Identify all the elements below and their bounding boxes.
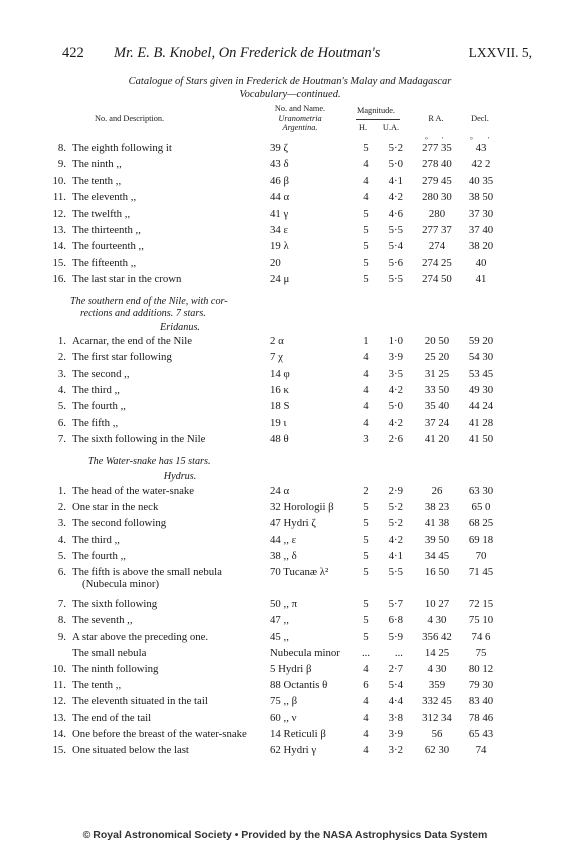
row-description: The third ,, — [72, 533, 120, 546]
row-right-ascension: 280 — [428, 207, 446, 220]
row-description: The tenth ,, — [72, 679, 122, 692]
table-row — [0, 694, 570, 709]
table-row — [0, 727, 570, 742]
row-uranometria-name: 44 ,, ε — [270, 533, 297, 546]
col-header-name-line2: Uranometria — [278, 113, 322, 123]
row-uranometria-name: 7 χ — [270, 351, 283, 364]
row-description: One star in the neck — [72, 501, 159, 514]
row-number: 12. — [52, 695, 66, 708]
row-right-ascension: 31 25 — [424, 367, 450, 380]
row-description: The seventh ,, — [72, 614, 133, 627]
row-uranometria-name: 60 ,, ν — [270, 711, 297, 724]
row-uranometria-name: 24 α — [270, 485, 290, 497]
table-row — [0, 157, 570, 172]
row-number: 10. — [52, 174, 66, 187]
row-number: 3. — [57, 367, 66, 380]
table-row — [0, 223, 570, 238]
row-declination: 44 24 — [468, 400, 494, 413]
row-right-ascension: 4 30 — [427, 663, 447, 675]
row-description: The head of the water-snake — [72, 485, 195, 497]
table-row — [0, 399, 570, 414]
row-mag-h: 1 — [363, 335, 369, 347]
row-declination: 41 — [475, 273, 487, 286]
row-right-ascension: 277 37 — [422, 224, 452, 236]
row-declination: 70 — [475, 549, 487, 562]
row-right-ascension: 278 40 — [422, 158, 452, 171]
row-declination: 38 20 — [468, 240, 494, 253]
row-mag-h: 4 — [363, 744, 369, 756]
row-number: 2. — [57, 351, 66, 364]
row-declination: 68 25 — [468, 517, 494, 530]
row-mag-ua: 3·9 — [388, 351, 403, 364]
row-mag-h: 4 — [363, 351, 369, 364]
row-description: The last star in the crown — [72, 273, 182, 286]
row-uranometria-name: 16 κ — [270, 383, 289, 396]
table-row — [0, 678, 570, 693]
row-description: The third ,, — [72, 383, 120, 396]
table-row — [0, 272, 570, 287]
row-number: 2. — [57, 501, 66, 514]
row-uranometria-name: 62 Hydri γ — [270, 744, 317, 756]
row-uranometria-name: 14 Reticuli β — [270, 727, 326, 740]
row-right-ascension: 62 30 — [424, 744, 450, 756]
table-row — [0, 239, 570, 254]
row-right-ascension: 16 50 — [424, 566, 450, 578]
row-declination: 38 50 — [468, 191, 494, 204]
ra-minute-mark: ′ — [442, 136, 444, 144]
row-mag-ua: 5·6 — [388, 256, 403, 269]
col-header-ra: R A. — [428, 114, 444, 123]
row-declination: 40 35 — [468, 174, 494, 187]
row-right-ascension: 38 23 — [424, 501, 450, 514]
row-mag-h: 5 — [363, 549, 369, 562]
row-uranometria-name: 34 ε — [270, 224, 289, 236]
table-row — [0, 383, 570, 398]
row-mag-ua: 5·4 — [388, 679, 403, 692]
row-description: The end of the tail — [72, 711, 152, 724]
row-mag-h: 4 — [363, 383, 369, 396]
row-declination: 72 15 — [468, 598, 494, 611]
row-mag-h: 4 — [363, 174, 369, 187]
row-description: One before the breast of the water-snake — [72, 727, 247, 740]
row-uranometria-name: 18 S — [270, 400, 290, 413]
row-right-ascension: 25 20 — [424, 351, 450, 364]
row-description: The sixth following in the Nile — [72, 432, 206, 445]
row-uranometria-name: 46 β — [270, 174, 289, 187]
row-declination: 78 46 — [468, 711, 494, 724]
row-declination: 63 30 — [468, 485, 494, 497]
row-uranometria-name: 50 ,, π — [270, 598, 298, 611]
table-row — [0, 516, 570, 531]
row-mag-h: 5 — [363, 224, 369, 236]
row-declination: 69 18 — [468, 533, 494, 546]
table-row — [0, 500, 570, 515]
row-right-ascension: 34 45 — [424, 549, 450, 562]
row-number: 14. — [52, 727, 66, 740]
caption-line-2: Vocabulary—continued. — [239, 88, 341, 100]
row-mag-ua: 2·7 — [388, 663, 403, 675]
row-mag-ua: 6·8 — [388, 614, 403, 627]
table-row — [0, 350, 570, 365]
table-row — [0, 141, 570, 156]
row-uranometria-name: 38 ,, δ — [270, 549, 297, 562]
row-right-ascension: 277 35 — [422, 142, 452, 154]
row-right-ascension: 37 24 — [424, 416, 450, 429]
section-heading-line2: rections and additions. 7 stars. — [80, 308, 206, 319]
row-uranometria-name: 2 α — [270, 335, 284, 347]
row-mag-ua: 4·1 — [388, 549, 403, 562]
row-description: The small nebula — [72, 646, 147, 659]
row-mag-ua: 5·0 — [388, 158, 403, 171]
row-mag-h: ... — [361, 646, 371, 659]
row-mag-h: 4 — [363, 158, 369, 171]
row-number: 11. — [52, 191, 66, 204]
row-description: Acarnar, the end of the Nile — [72, 335, 193, 347]
row-declination: 37 40 — [468, 224, 494, 236]
col-header-desc: No. and Description. — [95, 114, 165, 123]
row-mag-ua: 5·2 — [388, 501, 403, 514]
row-declination: 43 — [475, 142, 487, 154]
row-right-ascension: 26 — [431, 485, 443, 497]
row-right-ascension: 20 50 — [424, 335, 450, 347]
row-declination: 42 2 — [471, 158, 491, 171]
row-description: The fourteenth ,, — [72, 240, 144, 253]
row-description: The eleventh situated in the tail — [72, 695, 208, 708]
table-row — [0, 533, 570, 548]
row-declination: 74 6 — [471, 630, 491, 643]
row-mag-ua: ... — [394, 646, 403, 659]
row-uranometria-name: 47 Hydri ζ — [270, 517, 316, 530]
row-description: The thirteenth ,, — [72, 224, 141, 236]
row-description: The second following — [72, 517, 167, 530]
row-uranometria-name: 32 Horologii β — [270, 501, 334, 514]
row-number: 15. — [52, 744, 66, 756]
row-uranometria-name: 45 ,, — [270, 630, 289, 643]
row-description: One situated below the last — [72, 744, 189, 756]
row-right-ascension: 280 30 — [422, 191, 452, 204]
row-mag-ua: 5·0 — [388, 400, 403, 413]
row-mag-ua: 4·2 — [388, 533, 403, 546]
row-description: The ninth ,, — [72, 158, 122, 171]
row-description: The eighth following it — [72, 142, 172, 154]
row-mag-h: 5 — [363, 517, 369, 530]
table-row — [0, 174, 570, 189]
row-right-ascension: 41 38 — [424, 517, 450, 530]
row-declination: 74 — [475, 744, 487, 756]
row-uranometria-name: 88 Octantis θ — [270, 679, 328, 692]
constellation-eridanus: Eridanus. — [160, 322, 200, 333]
row-declination: 65 43 — [468, 727, 494, 740]
row-description: The fourth ,, — [72, 400, 126, 413]
constellation-hydrus: Hydrus. — [163, 471, 197, 482]
row-number: 7. — [57, 432, 66, 445]
row-mag-h: 5 — [363, 566, 369, 578]
row-mag-h: 6 — [363, 679, 369, 692]
table-caption — [70, 76, 510, 101]
row-mag-ua: 5·2 — [388, 517, 403, 530]
row-description-continued: (Nubecula minor) — [82, 578, 160, 590]
row-mag-ua: 5·2 — [388, 142, 403, 154]
row-number: 8. — [57, 142, 66, 154]
row-number: 16. — [52, 273, 66, 286]
mag-brace-rule — [356, 119, 400, 120]
row-number: 1. — [57, 485, 66, 497]
row-number: 4. — [57, 533, 66, 546]
row-number: 7. — [57, 598, 66, 611]
col-header-ua: U.A. — [382, 123, 400, 132]
table-row — [0, 256, 570, 271]
row-mag-ua: 4·2 — [388, 383, 403, 396]
row-mag-h: 5 — [363, 142, 369, 154]
row-declination: 41 50 — [468, 432, 494, 445]
col-header-decl: Decl. — [471, 114, 489, 123]
table-row — [0, 549, 570, 564]
row-number: 5. — [57, 549, 66, 562]
row-description: The tenth ,, — [72, 174, 122, 187]
row-right-ascension: 14 25 — [424, 646, 450, 659]
row-declination: 75 — [475, 646, 487, 659]
row-declination: 65 0 — [471, 501, 491, 514]
row-mag-ua: 3·8 — [388, 711, 403, 724]
row-declination: 37 30 — [468, 207, 494, 220]
row-description: The fifteenth ,, — [72, 256, 137, 269]
row-number: 15. — [52, 256, 66, 269]
col-header-name — [262, 104, 338, 133]
row-uranometria-name: 47 ,, — [270, 614, 289, 627]
row-mag-ua: 5·9 — [388, 630, 403, 643]
volume-label: LXXVII. 5, — [468, 45, 532, 60]
row-right-ascension: 33 50 — [424, 383, 450, 396]
row-mag-ua: 3·9 — [388, 727, 403, 740]
row-mag-h: 3 — [363, 432, 369, 445]
row-mag-ua: 4·2 — [388, 416, 403, 429]
row-declination: 49 30 — [468, 383, 494, 396]
table-row — [0, 743, 570, 758]
table-row — [0, 613, 570, 628]
table-row — [0, 630, 570, 645]
row-description: The twelfth ,, — [72, 207, 131, 220]
row-number: 1. — [57, 335, 66, 347]
row-declination: 53 45 — [468, 367, 494, 380]
row-mag-h: 4 — [363, 416, 369, 429]
row-uranometria-name: 5 Hydri β — [270, 663, 312, 675]
table-row — [0, 597, 570, 612]
row-right-ascension: 356 42 — [422, 630, 452, 643]
row-mag-h: 4 — [363, 711, 369, 724]
ra-degree-mark: ° — [425, 136, 428, 144]
row-number: 4. — [57, 383, 66, 396]
row-mag-ua: 3·5 — [388, 367, 403, 380]
row-right-ascension: 279 45 — [422, 174, 452, 187]
row-mag-h: 5 — [363, 256, 369, 269]
row-right-ascension: 10 27 — [424, 598, 450, 611]
col-header-mag: Magnitude. — [356, 106, 396, 115]
footer-credit: © Royal Astronomical Society • Provided by the NASA Astrophysics Data System — [82, 829, 488, 841]
row-right-ascension: 312 34 — [422, 711, 452, 724]
row-mag-h: 5 — [363, 501, 369, 514]
row-right-ascension: 332 45 — [422, 695, 452, 708]
row-description: The sixth following — [72, 598, 158, 611]
section-heading-nile — [70, 296, 228, 320]
row-mag-ua: 2·9 — [388, 485, 403, 497]
row-mag-h: 5 — [363, 614, 369, 627]
row-number: 14. — [52, 240, 66, 253]
row-declination: 75 10 — [468, 614, 494, 627]
running-header — [62, 45, 532, 62]
row-uranometria-name: 20 — [270, 256, 281, 269]
row-uranometria-name: 41 γ — [270, 207, 289, 220]
row-uranometria-name: 19 ι — [270, 416, 287, 429]
row-declination: 54 30 — [468, 351, 494, 364]
page-number: 422 — [62, 45, 84, 61]
row-uranometria-name: 19 λ — [270, 240, 289, 253]
row-mag-h: 5 — [363, 240, 369, 253]
row-mag-ua: 5·5 — [388, 224, 403, 236]
row-mag-h: 5 — [363, 630, 369, 643]
row-mag-h: 5 — [363, 273, 369, 286]
row-description: The eleventh ,, — [72, 191, 137, 204]
row-mag-h: 4 — [363, 367, 369, 380]
row-right-ascension: 39 50 — [424, 533, 450, 546]
row-description: The fourth ,, — [72, 549, 126, 562]
col-header-name-line3: Argentina. — [282, 123, 318, 132]
row-declination: 40 — [475, 256, 487, 269]
row-declination: 79 30 — [468, 679, 494, 692]
row-declination: 41 28 — [468, 416, 494, 429]
row-mag-h: 5 — [363, 598, 369, 611]
row-right-ascension: 35 40 — [424, 400, 450, 413]
table-row — [0, 432, 570, 447]
running-title: Mr. E. B. Knobel, On Frederick de Houtman's — [114, 45, 381, 61]
table-row — [0, 190, 570, 205]
row-mag-h: 4 — [363, 663, 369, 675]
table-row — [0, 646, 570, 661]
table-row — [0, 334, 570, 349]
decl-degree-mark: ° — [470, 136, 473, 144]
row-description: The fifth ,, — [72, 416, 119, 429]
row-number: 3. — [57, 517, 66, 530]
row-uranometria-name: Nubecula minor — [270, 646, 340, 659]
row-number: 13. — [52, 711, 66, 724]
row-number: 10. — [52, 663, 66, 675]
row-mag-ua: 5·4 — [388, 240, 403, 253]
row-number: 5. — [57, 400, 66, 413]
row-mag-ua: 4·4 — [388, 695, 403, 708]
row-mag-h: 2 — [363, 485, 369, 497]
row-uranometria-name: 24 μ — [270, 273, 290, 286]
row-mag-ua: 5·7 — [388, 598, 403, 611]
section-heading-line1: The southern end of the Nile, with cor- — [70, 296, 228, 307]
row-description: The second ,, — [72, 367, 130, 380]
row-uranometria-name: 14 φ — [270, 367, 290, 380]
row-mag-h: 5 — [363, 207, 369, 220]
row-right-ascension: 41 20 — [424, 432, 450, 445]
row-number: 9. — [57, 158, 66, 171]
row-number: 11. — [52, 679, 66, 692]
row-description: The first star following — [72, 351, 172, 364]
table-row — [0, 207, 570, 222]
row-description: The fifth is above the small nebula — [72, 566, 222, 578]
decl-minute-mark: ′ — [488, 136, 490, 144]
row-number: 13. — [52, 224, 66, 236]
row-uranometria-name: 48 θ — [270, 432, 289, 445]
row-mag-h: 4 — [363, 695, 369, 708]
row-right-ascension: 274 — [428, 240, 446, 253]
table-row — [0, 416, 570, 431]
table-row — [0, 367, 570, 382]
row-number: 12. — [52, 207, 66, 220]
row-uranometria-name: 70 Tucanæ λ² — [270, 566, 329, 578]
row-uranometria-name: 43 δ — [270, 158, 289, 171]
row-declination: 71 45 — [468, 566, 494, 578]
row-number: 6. — [57, 566, 66, 578]
row-right-ascension: 274 50 — [422, 273, 452, 286]
row-mag-ua: 2·6 — [388, 432, 403, 445]
row-mag-h: 4 — [363, 400, 369, 413]
row-mag-ua: 5·5 — [388, 566, 403, 578]
row-right-ascension: 4 30 — [427, 614, 447, 627]
section-heading-water-snake: The Water-snake has 15 stars. — [88, 456, 211, 467]
row-mag-h: 4 — [363, 727, 369, 740]
row-description: The ninth following — [72, 663, 159, 675]
row-uranometria-name: 39 ζ — [270, 142, 288, 154]
row-uranometria-name: 75 ,, β — [270, 695, 298, 708]
row-number: 6. — [57, 416, 66, 429]
table-row — [0, 662, 570, 677]
col-header-h: H. — [358, 123, 368, 132]
row-declination: 83 40 — [468, 695, 494, 708]
row-mag-h: 4 — [363, 191, 369, 204]
row-right-ascension: 359 — [428, 679, 446, 692]
row-mag-ua: 4·6 — [388, 207, 403, 220]
row-number: 9. — [57, 630, 66, 643]
table-row — [0, 711, 570, 726]
caption-line-1: Catalogue of Stars given in Frederick de Houtman's Malay and Madagascar — [128, 76, 452, 87]
table-row — [0, 484, 570, 499]
row-mag-ua: 1·0 — [388, 335, 403, 347]
row-mag-ua: 3·2 — [388, 744, 403, 756]
row-mag-ua: 4·1 — [388, 174, 403, 187]
row-right-ascension: 56 — [431, 727, 443, 740]
col-header-name-line1: No. and Name. — [274, 104, 326, 113]
row-right-ascension: 274 25 — [422, 256, 452, 269]
row-description: A star above the preceding one. — [72, 630, 209, 643]
row-mag-ua: 5·5 — [388, 273, 403, 286]
row-declination: 80 12 — [468, 663, 494, 675]
row-uranometria-name: 44 α — [270, 191, 290, 204]
row-number: 8. — [57, 614, 66, 627]
row-mag-ua: 4·2 — [388, 191, 403, 204]
row-mag-h: 5 — [363, 533, 369, 546]
row-declination: 59 20 — [468, 335, 494, 347]
